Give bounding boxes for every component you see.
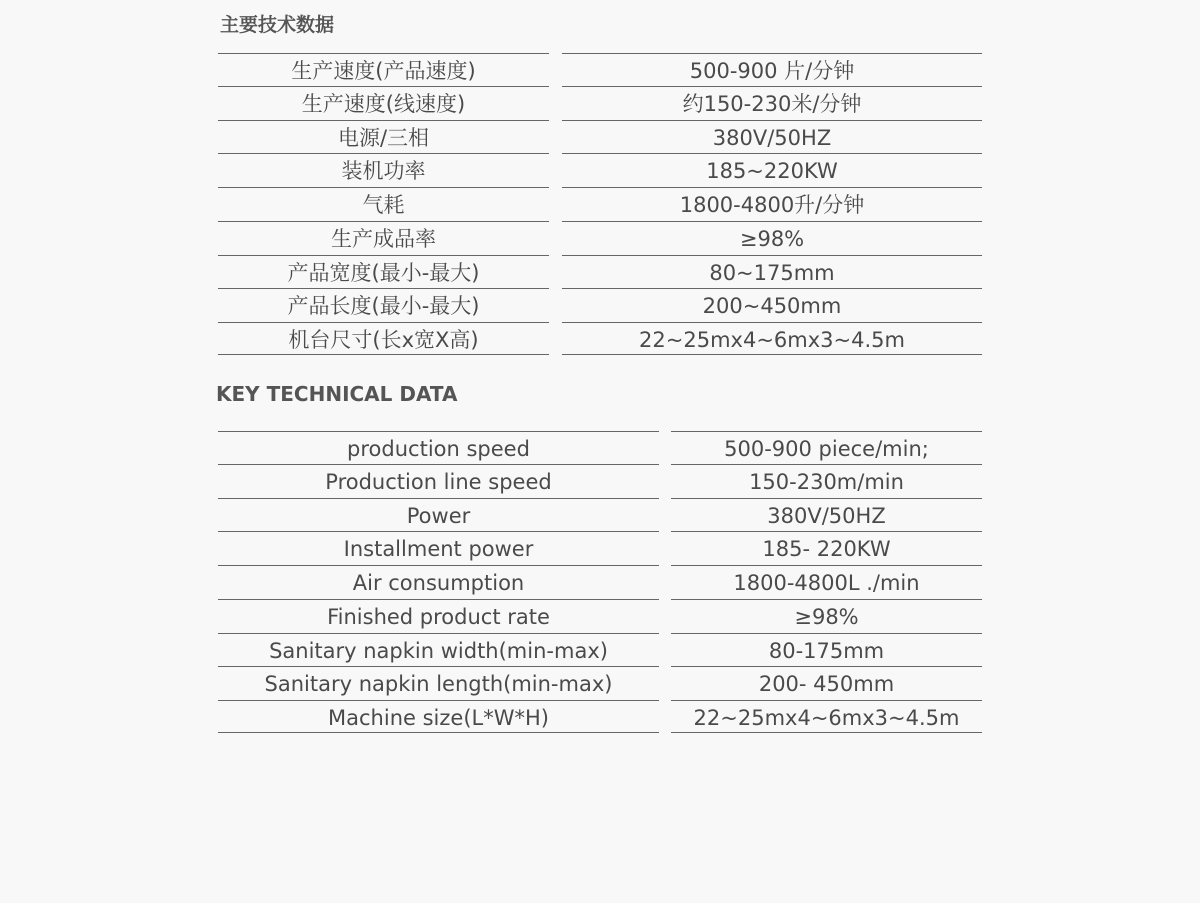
spec-label: 生产速度(产品速度) bbox=[218, 53, 549, 86]
chinese-section-heading: 主要技术数据 bbox=[220, 14, 335, 36]
spec-value: 200~450mm bbox=[562, 288, 982, 321]
spec-label: Finished product rate bbox=[218, 599, 659, 632]
spec-value: 22~25mx4~6mx3~4.5m bbox=[671, 700, 982, 733]
spec-value: 380V/50HZ bbox=[671, 498, 982, 531]
spec-label: production speed bbox=[218, 431, 659, 464]
spec-value: ≥98% bbox=[562, 221, 982, 254]
spec-value: 1800-4800L ./min bbox=[671, 565, 982, 598]
spec-label: Installment power bbox=[218, 531, 659, 564]
spec-value: 约150-230米/分钟 bbox=[562, 86, 982, 119]
spec-label: Sanitary napkin width(min-max) bbox=[218, 633, 659, 666]
spec-value: 185- 220KW bbox=[671, 531, 982, 564]
spec-value: 200- 450mm bbox=[671, 666, 982, 699]
spec-value: 185~220KW bbox=[562, 153, 982, 186]
spec-value: 22~25mx4~6mx3~4.5m bbox=[562, 322, 982, 355]
chinese-spec-table bbox=[218, 53, 982, 357]
spec-label: 产品长度(最小-最大) bbox=[218, 288, 549, 321]
spec-label: Power bbox=[218, 498, 659, 531]
spec-label: 产品宽度(最小-最大) bbox=[218, 255, 549, 288]
spec-label: 机台尺寸(长x宽X高) bbox=[218, 322, 549, 355]
spec-label: 气耗 bbox=[218, 187, 549, 220]
spec-label: Sanitary napkin length(min-max) bbox=[218, 666, 659, 699]
spec-value: ≥98% bbox=[671, 599, 982, 632]
spec-value: 80-175mm bbox=[671, 633, 982, 666]
spec-label: 生产成品率 bbox=[218, 221, 549, 254]
spec-label: Machine size(L*W*H) bbox=[218, 700, 659, 733]
english-spec-table bbox=[218, 431, 982, 735]
spec-value: 500-900 piece/min; bbox=[671, 431, 982, 464]
spec-label: 生产速度(线速度) bbox=[218, 86, 549, 119]
spec-label: Air consumption bbox=[218, 565, 659, 598]
spec-value: 380V/50HZ bbox=[562, 120, 982, 153]
spec-label: Production line speed bbox=[218, 464, 659, 497]
spec-value: 150-230m/min bbox=[671, 464, 982, 497]
spec-value: 80~175mm bbox=[562, 255, 982, 288]
spec-label: 电源/三相 bbox=[218, 120, 549, 153]
spec-value: 1800-4800升/分钟 bbox=[562, 187, 982, 220]
spec-value: 500-900 片/分钟 bbox=[562, 53, 982, 86]
spec-label: 装机功率 bbox=[218, 153, 549, 186]
english-section-heading: KEY TECHNICAL DATA bbox=[216, 382, 458, 406]
